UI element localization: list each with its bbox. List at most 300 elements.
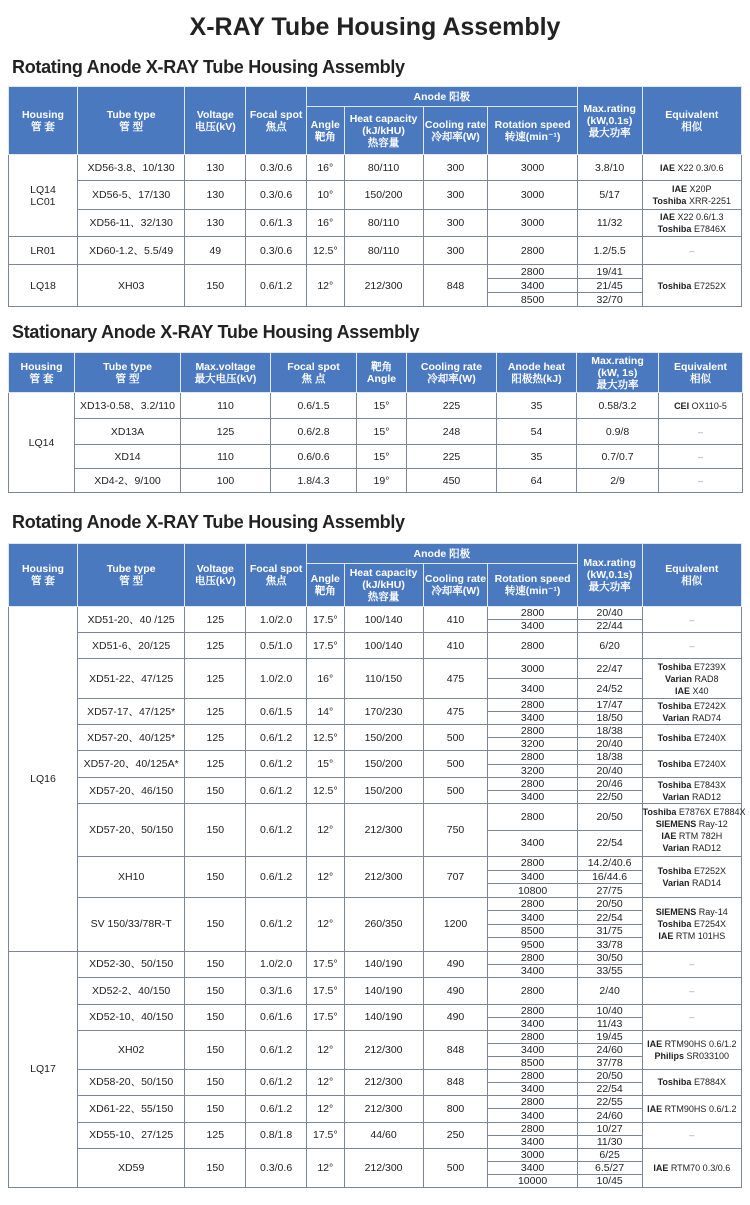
angle-cell: 12°: [307, 804, 345, 857]
max-rating-cell: 10/45: [577, 1174, 642, 1187]
header-line: Housing: [21, 563, 64, 575]
equivalent-cell: –: [659, 469, 743, 493]
header-line: Rotation speed: [494, 573, 571, 585]
max-rating-cell: 18/38: [577, 725, 642, 738]
equivalent-cell: [642, 1069, 741, 1095]
focal-spot-cell: 0.6/1.2: [246, 1030, 307, 1069]
voltage-cell: 150: [185, 1148, 246, 1187]
equivalent-model: E7254X: [691, 919, 726, 930]
rotation-speed-cell: 2800: [488, 265, 577, 279]
equivalent-brand: Toshiba: [657, 759, 692, 769]
equivalent-brand: IAE: [653, 1162, 669, 1173]
max-rating-cell: 0.7/0.7: [577, 445, 659, 469]
angle-cell: 12.5°: [307, 778, 345, 804]
header-line: Tube type: [103, 360, 152, 373]
focal-spot-cell: 0.6/1.5: [246, 699, 307, 725]
heat-capacity-cell: 170/230: [344, 699, 423, 725]
heat-capacity-cell: 212/300: [344, 1069, 423, 1095]
max-rating-cell: 37/78: [577, 1056, 642, 1069]
equivalent-brand: Toshiba: [657, 779, 692, 790]
equivalent-brand: IAE: [661, 831, 677, 841]
tube-type-cell: XD58-20、50/150: [77, 1069, 184, 1095]
equivalent-model: X22 0.3/0.6: [675, 162, 724, 173]
equivalent-model: Ray-12: [696, 819, 728, 829]
header-line: 相似: [681, 575, 703, 587]
voltage-cell: 150: [185, 778, 246, 804]
max-rating-cell: 16/44.6: [577, 870, 642, 884]
heat-capacity-cell: 212/300: [344, 857, 423, 898]
cooling-rate-cell: 248: [407, 419, 497, 445]
voltage-cell: 125: [185, 725, 246, 751]
max-rating-cell: 30/50: [577, 951, 642, 964]
angle-cell: 15°: [307, 751, 345, 778]
table-row: [9, 181, 742, 210]
header-line: 管 套: [31, 575, 55, 587]
rotation-speed-cell: 3000: [488, 155, 577, 181]
equivalent-brand: IAE: [660, 212, 676, 222]
equivalent-model: E7843X: [691, 779, 726, 790]
rotation-speed-cell: 3400: [488, 1109, 577, 1123]
table-row: [9, 977, 742, 1004]
col-max-voltage: [181, 353, 271, 393]
angle-cell: 15°: [357, 419, 407, 445]
table-row: [9, 607, 742, 620]
max-rating-cell: 2/9: [577, 469, 659, 493]
focal-spot-cell: 0.3/0.6: [246, 1148, 307, 1187]
angle-cell: 12°: [307, 1030, 345, 1069]
tube-type-cell: XH02: [77, 1030, 184, 1069]
equivalent-brand: Varian: [662, 791, 690, 802]
header-line: Cooling rate: [420, 360, 483, 373]
header-line: Voltage: [196, 108, 234, 121]
equivalent-cell: [642, 804, 746, 857]
housing-cell: [9, 607, 78, 952]
rotation-speed-cell: 2800: [488, 778, 577, 791]
col-voltage: [185, 544, 246, 607]
equivalent-brand: Toshiba: [642, 807, 677, 817]
col-tube-type: [77, 87, 184, 155]
rotation-speed-cell: 3400: [488, 870, 577, 884]
rotation-speed-cell: 3400: [488, 911, 577, 925]
tube-type-cell: XD60-1.2、5.5/49: [77, 237, 184, 265]
angle-cell: 17.5°: [307, 977, 345, 1004]
cooling-rate-cell: 410: [423, 633, 488, 659]
equivalent-cell: [642, 265, 741, 307]
equivalent-entry: [643, 280, 741, 292]
rotation-speed-cell: 2800: [488, 699, 577, 712]
table-row: [9, 155, 742, 181]
max-rating-cell: 6.5/27: [577, 1161, 642, 1174]
voltage-cell: 150: [185, 857, 246, 898]
equivalent-brand: IAE: [672, 184, 688, 194]
max-rating-cell: 22/54: [577, 911, 642, 925]
equivalent-model: RTM 782H: [676, 831, 723, 841]
tube-type-cell: XD57-17、47/125*: [77, 699, 184, 725]
equivalent-cell: [642, 659, 741, 699]
tube-type-cell: XH03: [77, 265, 184, 307]
equivalent-brand: CEI: [674, 400, 690, 411]
angle-cell: 12.5°: [307, 237, 345, 265]
heat-capacity-cell: 212/300: [344, 804, 423, 857]
header-line: 管 型: [119, 575, 144, 587]
max-rating-cell: 10/27: [577, 1122, 642, 1135]
max-rating-cell: 20/46: [577, 778, 642, 791]
col-tube-type: [75, 353, 181, 393]
equivalent-cell: –: [659, 445, 743, 469]
focal-spot-cell: 0.6/2.8: [271, 419, 357, 445]
cooling-rate-cell: 475: [423, 699, 488, 725]
table-row: [9, 857, 742, 871]
cooling-rate-cell: 500: [423, 778, 488, 804]
header-line: 靶角: [371, 360, 392, 373]
col-anode-heat: [497, 353, 577, 393]
rotation-speed-cell: 2800: [488, 1030, 577, 1043]
focal-spot-cell: 0.6/1.2: [246, 725, 307, 751]
equivalent-model: E7239X: [691, 661, 726, 672]
heat-capacity-cell: 212/300: [344, 265, 423, 307]
voltage-cell: 150: [185, 951, 246, 977]
cooling-rate-cell: 1200: [423, 897, 488, 951]
equivalent-cell: –: [642, 1122, 741, 1148]
voltage-cell: 49: [185, 237, 246, 265]
tube-type-cell: SV 150/33/78R-T: [77, 897, 184, 951]
rotation-speed-cell: 8500: [488, 1056, 577, 1069]
voltage-cell: 125: [185, 751, 246, 778]
equivalent-model: X22 0.6/1.3: [675, 212, 724, 222]
header-line: 管 型: [115, 372, 140, 385]
cooling-rate-cell: 750: [423, 804, 488, 857]
equivalent-entry: [643, 712, 741, 724]
heat-capacity-cell: 80/110: [344, 210, 423, 237]
angle-cell: 12°: [307, 857, 345, 898]
equivalent-model: RAD8: [692, 673, 719, 684]
cooling-rate-cell: 848: [423, 265, 488, 307]
voltage-cell: 130: [185, 181, 246, 210]
heat-capacity-cell: 150/200: [344, 778, 423, 804]
equivalent-entry: [643, 1103, 741, 1115]
tube-type-cell: XD56-11、32/130: [77, 210, 184, 237]
cooling-rate-cell: 410: [423, 607, 488, 633]
table-row: [9, 1069, 742, 1082]
equivalent-cell: [642, 181, 741, 210]
anode-heat-cell: 35: [497, 445, 577, 469]
heat-capacity-cell: 80/110: [344, 237, 423, 265]
col-max-rating: [577, 353, 659, 393]
heat-capacity-cell: 100/140: [344, 633, 423, 659]
max-rating-cell: 27/75: [577, 884, 642, 898]
header-line: Angle: [366, 372, 397, 385]
header-line: 最大功率: [588, 126, 631, 139]
rotation-speed-cell: 3400: [488, 964, 577, 977]
col-focal-spot: [246, 87, 307, 155]
equivalent-cell: [642, 751, 741, 778]
header-line: 阳极热(kJ): [511, 372, 562, 385]
equivalent-brand: IAE: [660, 162, 676, 173]
max-rating-cell: 20/50: [577, 804, 642, 831]
max-rating-cell: 5/17: [577, 181, 642, 210]
max-rating-cell: 22/50: [577, 791, 642, 804]
angle-cell: 19°: [357, 469, 407, 493]
equivalent-entry: [643, 183, 741, 195]
equivalent-entry: [643, 877, 741, 889]
voltage-cell: 150: [185, 977, 246, 1004]
header-line: Focal spot: [249, 108, 303, 121]
max-rating-cell: 19/45: [577, 1030, 642, 1043]
header-line: 管 型: [119, 120, 144, 133]
equivalent-cell: [642, 210, 741, 237]
equivalent-cell: [642, 1030, 741, 1069]
angle-cell: 10°: [307, 181, 345, 210]
equivalent-cell: [642, 857, 741, 898]
angle-cell: 12°: [307, 897, 345, 951]
equivalent-brand: IAE: [647, 1103, 663, 1114]
voltage-cell: 125: [185, 699, 246, 725]
equivalent-cell: –: [642, 607, 741, 633]
equivalent-cell: [659, 393, 743, 419]
col-focal-spot: [246, 544, 307, 607]
equivalent-entry: [643, 685, 741, 697]
col-housing: [9, 544, 78, 607]
rotation-speed-cell: 3400: [488, 791, 577, 804]
table-row: [9, 751, 742, 765]
focal-spot-cell: 0.6/0.6: [271, 445, 357, 469]
col-heat-capacity: [344, 107, 423, 155]
max-rating-cell: 18/38: [577, 751, 642, 765]
rotation-speed-cell: 2800: [488, 607, 577, 620]
anode-heat-cell: 54: [497, 419, 577, 445]
cooling-rate-cell: 490: [423, 951, 488, 977]
equivalent-brand: IAE: [675, 685, 691, 696]
cooling-rate-cell: 707: [423, 857, 488, 898]
cooling-rate-cell: 848: [423, 1030, 488, 1069]
voltage-cell: 125: [185, 659, 246, 699]
focal-spot-cell: 0.6/1.2: [246, 1069, 307, 1095]
equivalent-model: E7240X: [691, 732, 726, 743]
equivalent-entry: [643, 818, 741, 830]
section-title: Rotating Anode X-RAY Tube Housing Assembly: [12, 512, 405, 532]
max-rating-cell: 18/50: [577, 712, 642, 725]
rotation-speed-cell: 3400: [488, 830, 577, 857]
col-anode-group: Anode 阳极: [307, 544, 578, 564]
heat-capacity-cell: 150/200: [344, 751, 423, 778]
equivalent-model: RTM90HS 0.6/1.2: [662, 1038, 737, 1049]
equivalent-brand: Toshiba: [657, 224, 692, 234]
max-rating-cell: 17/47: [577, 699, 642, 712]
housing-label: LQ17: [30, 1063, 56, 1076]
equivalent-brand: Toshiba: [657, 700, 692, 711]
col-housing: [9, 87, 78, 155]
housing-cell: [9, 155, 78, 237]
table-row: [9, 1004, 742, 1017]
housing-label: LQ16: [30, 772, 56, 785]
tube-type-cell: XD52-2、40/150: [77, 977, 184, 1004]
col-angle: [357, 353, 407, 393]
focal-spot-cell: 0.3/0.6: [246, 155, 307, 181]
header-line: Angle: [310, 118, 340, 131]
housing-cell: [9, 393, 75, 493]
table-row: [9, 659, 742, 679]
col-rotation-speed: [488, 564, 577, 607]
header-line: Max.rating: [591, 354, 644, 367]
header-line: 管 套: [29, 372, 54, 385]
equivalent-model: E7252X: [691, 865, 726, 876]
tube-type-cell: XD57-20、50/150: [77, 804, 184, 857]
rotation-speed-cell: 2800: [488, 725, 577, 738]
rotation-speed-cell: 2800: [488, 633, 577, 659]
equivalent-model: X20P: [687, 184, 712, 194]
table-row: [9, 778, 742, 791]
tube-type-cell: XD51-22、47/125: [77, 659, 184, 699]
equivalent-entry: [643, 700, 741, 712]
angle-cell: 12°: [307, 265, 345, 307]
equivalent-entry: [643, 195, 741, 207]
header-line: Housing: [21, 108, 64, 121]
heat-capacity-cell: 260/350: [344, 897, 423, 951]
header-line: 冷却率(W): [431, 585, 480, 597]
table-row: [9, 1122, 742, 1135]
tube-type-cell: XD51-6、20/125: [77, 633, 184, 659]
max-rating-cell: 22/47: [577, 659, 642, 679]
rotation-speed-cell: 2800: [488, 804, 577, 831]
rotation-speed-cell: 2800: [488, 857, 577, 871]
focal-spot-cell: 0.6/1.2: [246, 804, 307, 857]
equivalent-brand: Toshiba: [652, 196, 687, 206]
equivalent-entry: [643, 758, 741, 770]
header-line: Equivalent: [665, 108, 719, 121]
header-line: (kJ/kHU): [362, 579, 405, 591]
rotation-speed-cell: 3400: [488, 1082, 577, 1095]
equivalent-entry: [643, 1038, 741, 1050]
header-line: 靶角: [314, 130, 336, 143]
focal-spot-cell: 0.6/1.3: [246, 210, 307, 237]
rotation-speed-cell: 3000: [488, 210, 577, 237]
focal-spot-cell: 0.3/0.6: [246, 181, 307, 210]
header-line: 热容量: [367, 136, 400, 149]
voltage-cell: 130: [185, 155, 246, 181]
equivalent-brand: Toshiba: [657, 280, 692, 291]
focal-spot-cell: 0.6/1.2: [246, 1095, 307, 1122]
header-line: 焦点: [265, 575, 287, 587]
tube-type-cell: XD59: [77, 1148, 184, 1187]
table-row: [9, 804, 742, 831]
header-line: Max.rating: [583, 102, 636, 115]
rotating-anode-table-1: [8, 86, 742, 307]
max-rating-cell: 33/78: [577, 938, 642, 952]
col-cooling-rate: [407, 353, 497, 393]
max-rating-cell: 20/40: [577, 764, 642, 778]
rotation-speed-cell: 10000: [488, 1174, 577, 1187]
max-rating-cell: 10/40: [577, 1004, 642, 1017]
angle-cell: 17.5°: [307, 951, 345, 977]
focal-spot-cell: 1.8/4.3: [271, 469, 357, 493]
header-line: 靶角: [314, 585, 336, 597]
header-line: Max.rating: [583, 557, 636, 569]
header-line: Focal spot: [287, 360, 340, 373]
max-voltage-cell: 100: [181, 469, 271, 493]
tube-type-cell: XD61-22、55/150: [77, 1095, 184, 1122]
focal-spot-cell: 0.8/1.8: [246, 1122, 307, 1148]
cooling-rate-cell: 500: [423, 725, 488, 751]
max-rating-cell: 20/40: [577, 738, 642, 751]
max-rating-cell: 3.8/10: [577, 155, 642, 181]
header-line: 管 套: [31, 120, 55, 133]
cooling-rate-cell: 225: [407, 445, 497, 469]
cooling-rate-cell: 300: [423, 155, 488, 181]
focal-spot-cell: 1.0/2.0: [246, 607, 307, 633]
tube-type-cell: XD56-5、17/130: [77, 181, 184, 210]
equivalent-entry: [643, 732, 741, 744]
col-angle: [307, 107, 345, 155]
heat-capacity-cell: 150/200: [344, 725, 423, 751]
heat-capacity-cell: 100/140: [344, 607, 423, 633]
header-line: 冷却率(W): [431, 130, 480, 143]
max-rating-cell: 0.9/8: [577, 419, 659, 445]
rotation-speed-cell: 8500: [488, 293, 577, 307]
col-anode-group: Anode 阳极: [307, 87, 578, 107]
rotation-speed-cell: 3400: [488, 620, 577, 633]
rotation-speed-cell: 2800: [488, 1122, 577, 1135]
housing-cell: [9, 237, 78, 265]
equivalent-model: E7240X: [691, 759, 726, 769]
header-line: (kW, 1s): [597, 366, 638, 379]
tube-type-cell: XD14: [75, 445, 181, 469]
tube-type-cell: XD4-2、9/100: [75, 469, 181, 493]
col-cooling-rate: [423, 107, 488, 155]
header-line: Max.voltage: [195, 360, 256, 373]
header-line: 最大功率: [588, 581, 631, 593]
rotation-speed-cell: 3000: [488, 181, 577, 210]
equivalent-cell: [642, 1095, 741, 1122]
equivalent-brand: IAE: [658, 931, 674, 942]
heat-capacity-cell: 212/300: [344, 1148, 423, 1187]
rotation-speed-cell: 3400: [488, 1135, 577, 1148]
equivalent-entry: [643, 918, 741, 930]
angle-cell: 16°: [307, 659, 345, 699]
housing-cell: [9, 951, 78, 1187]
equivalent-cell: [642, 1148, 741, 1187]
equivalent-model: E7884X: [691, 1077, 726, 1088]
header-line: Voltage: [196, 563, 234, 575]
angle-cell: 12°: [307, 1069, 345, 1095]
angle-cell: 16°: [307, 210, 345, 237]
tube-type-cell: XD57-20、46/150: [77, 778, 184, 804]
focal-spot-cell: 1.0/2.0: [246, 951, 307, 977]
header-line: (kW,0.1s): [586, 114, 633, 127]
equivalent-model: RAD14: [689, 877, 722, 888]
equivalent-model: RTM 101HS: [673, 931, 726, 942]
equivalent-model: RAD12: [689, 791, 722, 802]
housing-cell: [9, 265, 78, 307]
max-rating-cell: 21/45: [577, 279, 642, 293]
cooling-rate-cell: 300: [423, 237, 488, 265]
angle-cell: 17.5°: [307, 607, 345, 633]
max-rating-cell: 31/75: [577, 924, 642, 938]
header-line: 冷却率(W): [427, 372, 476, 385]
angle-cell: 17.5°: [307, 633, 345, 659]
equivalent-entry: [643, 661, 741, 673]
table-row: [9, 725, 742, 738]
heat-capacity-cell: 44/60: [344, 1122, 423, 1148]
equivalent-model: OX110-5: [689, 400, 727, 411]
header-line: 热容量: [367, 591, 400, 603]
table-row: [9, 445, 743, 469]
max-rating-cell: 11/30: [577, 1135, 642, 1148]
header-line: Tube type: [106, 108, 156, 121]
table-row: [9, 265, 742, 279]
rotation-speed-cell: 3200: [488, 764, 577, 778]
housing-label: LQ18: [30, 279, 56, 292]
cooling-rate-cell: 848: [423, 1069, 488, 1095]
